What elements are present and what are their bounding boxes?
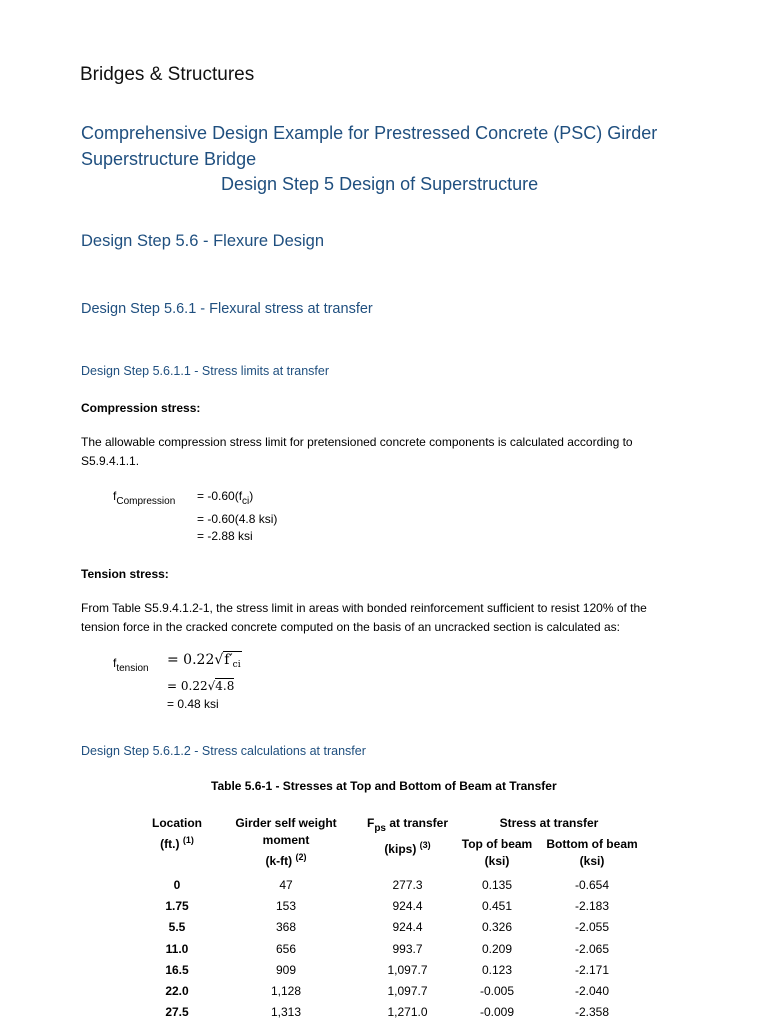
- col-header-fps: $F_{ps}$ at transfer (kips) $^{(3)}$: [366, 816, 449, 856]
- compression-eq-line-2: = -0.60(4.8 ksi): [197, 512, 278, 526]
- cell-fps: 277.3: [392, 877, 423, 892]
- document-title: Comprehensive Design Example for Prestressed Concrete (PSC) Girder Superstructure Bridge: [81, 123, 658, 169]
- cell-moment: 153: [275, 898, 297, 913]
- cell-bottom-stress: -0.654: [574, 877, 610, 892]
- cell-top-stress: -0.009: [479, 1005, 515, 1020]
- cell-top-stress: 0.451: [481, 898, 513, 913]
- table-row: [143, 895, 644, 916]
- compression-symbol: $f_{Compression}$: [113, 489, 176, 507]
- cell-bottom-stress: -2.040: [574, 984, 610, 999]
- subsubsection-heading-limits: Design Step 5.6.1.1 - Stress limits at transfer: [81, 364, 330, 378]
- cell-top-stress: 0.209: [481, 941, 513, 956]
- compression-label: Compression stress:: [81, 401, 201, 415]
- cell-fps: 1,097.7: [387, 984, 428, 999]
- sqrt-symbol: √: [207, 679, 216, 693]
- subsubsection-heading-calculations: Design Step 5.6.1.2 - Stress calculations at transfer: [81, 744, 366, 758]
- cell-top-stress: 0.326: [481, 920, 513, 935]
- cell-top-stress: 0.135: [481, 877, 513, 892]
- section-heading: Design Step 5.6 - Flexure Design: [81, 232, 325, 250]
- tension-label: Tension stress:: [81, 567, 169, 581]
- table-caption: Table 5.6-1 - Stresses at Top and Bottom of Beam at Transfer: [211, 779, 557, 793]
- sqrt-symbol: √: [214, 652, 224, 668]
- cell-location: 0: [173, 877, 181, 892]
- cell-bottom-stress: -2.055: [574, 920, 610, 935]
- cell-bottom-stress: -2.171: [574, 962, 610, 977]
- site-title: Bridges & Structures: [80, 64, 255, 85]
- col-header-stress-group: Stress at transfer Top of beam (ksi) Bottom of beam (ksi): [454, 815, 644, 870]
- cell-moment: 368: [275, 920, 297, 935]
- stress-table: [143, 815, 644, 1023]
- cell-location: 22.0: [165, 984, 189, 999]
- table-row: [143, 959, 644, 980]
- cell-location: 11.0: [165, 941, 189, 956]
- tension-eq-line-2: = 0.22√4.8: [167, 679, 235, 693]
- col-header-location: Location (ft.) $^{(1)}$: [152, 816, 202, 851]
- table-row: [143, 938, 644, 959]
- table-row: [143, 1002, 644, 1023]
- cell-fps: 1,271.0: [387, 1005, 428, 1020]
- subsection-heading: Design Step 5.6.1 - Flexural stress at transfer: [81, 301, 373, 317]
- table-header-row: [143, 815, 644, 870]
- tension-text: From Table S5.9.4.1.2-1, the stress limit in areas with bonded reinforcement sufficient to resist 120% of the tension force in the cracked concrete computed on the basis of an uncracked section is calculated as:: [81, 601, 647, 634]
- cell-moment: 1,313: [270, 1005, 302, 1020]
- tension-symbol: $f_{tension}$: [113, 656, 149, 674]
- compression-eq-line-3: = -2.88 ksi: [197, 529, 253, 543]
- cell-fps: 924.4: [392, 898, 423, 913]
- cell-moment: 1,128: [270, 984, 302, 999]
- cell-location: 1.75: [165, 898, 189, 913]
- table-row: [143, 874, 644, 895]
- cell-top-stress: -0.005: [479, 984, 515, 999]
- cell-moment: 909: [275, 962, 297, 977]
- tension-eq-line-1: = $0.22√f'_{ci}$: [167, 652, 241, 670]
- cell-bottom-stress: -2.065: [574, 941, 610, 956]
- cell-bottom-stress: -2.358: [574, 1005, 610, 1020]
- cell-bottom-stress: -2.183: [574, 898, 610, 913]
- cell-fps: 993.7: [392, 941, 423, 956]
- cell-location: 27.5: [165, 1005, 189, 1020]
- compression-eq-line-1: = $-0.60(f_{ci})$: [197, 489, 254, 507]
- document-subtitle: Design Step 5 Design of Superstructure: [221, 174, 539, 194]
- table-row: [143, 917, 644, 938]
- cell-moment: 47: [279, 877, 293, 892]
- compression-text: The allowable compression stress limit for pretensioned concrete components is calculated according to S5.9.4.1.1.: [81, 435, 633, 468]
- cell-moment: 656: [275, 941, 297, 956]
- col-header-moment: Girder self weight moment (k-ft) $^{(2)}$: [235, 816, 337, 868]
- col-header-bottom: Bottom of beam (ksi): [546, 837, 638, 868]
- table-row: [143, 980, 644, 1001]
- cell-location: 16.5: [165, 962, 189, 977]
- cell-fps: 924.4: [392, 920, 423, 935]
- col-header-top: Top of beam (ksi): [461, 837, 533, 868]
- cell-top-stress: 0.123: [481, 962, 513, 977]
- cell-fps: 1,097.7: [387, 962, 428, 977]
- cell-location: 5.5: [168, 920, 186, 935]
- tension-eq-line-3: = 0.48 ksi: [167, 697, 219, 711]
